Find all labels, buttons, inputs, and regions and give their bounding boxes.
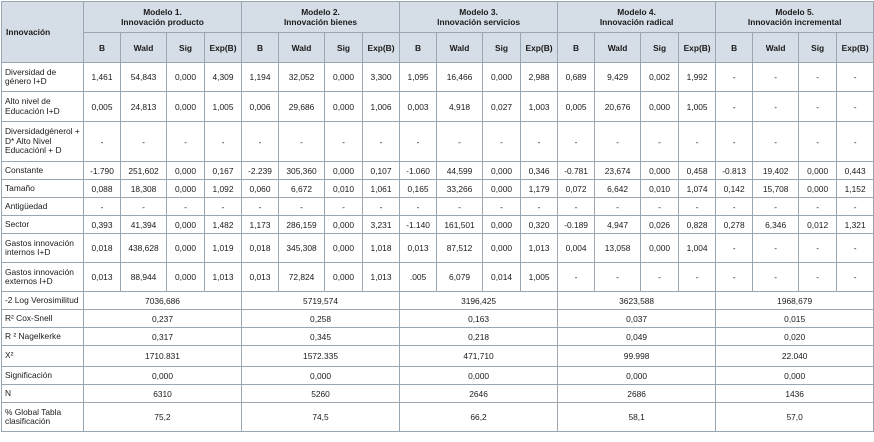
table-cell: 0,060 [242, 180, 279, 198]
table-cell: - [121, 122, 167, 162]
table-cell: - [363, 122, 400, 162]
subcolumn-header: Wald [121, 33, 167, 63]
summary-value: 0,163 [400, 310, 558, 328]
table-cell: 0,004 [558, 234, 595, 263]
summary-value: 0,000 [84, 367, 242, 385]
table-cell: - [84, 198, 121, 216]
table-cell: 0,002 [641, 63, 679, 92]
table-cell: 0,346 [521, 162, 558, 180]
table-cell: 0,006 [242, 92, 279, 122]
row-label: Alto nivel de Educación I+D [2, 92, 84, 122]
table-cell: 0,005 [84, 92, 121, 122]
table-cell: - [799, 122, 837, 162]
table-cell: 4,309 [205, 63, 242, 92]
summary-row [2, 292, 874, 310]
table-cell: 305,360 [279, 162, 325, 180]
table-cell: 0,013 [242, 263, 279, 292]
table-cell: 0,393 [84, 216, 121, 234]
summary-label: -2 Log Verosimilitud [2, 292, 84, 310]
summary-value: 0,000 [400, 367, 558, 385]
table-cell: 1,019 [205, 234, 242, 263]
summary-label: % Global Tabla clasificación [2, 403, 84, 432]
summary-label: N [2, 385, 84, 403]
table-cell: 4,947 [595, 216, 641, 234]
table-cell: - [716, 63, 753, 92]
table-cell: - [753, 263, 799, 292]
summary-row [2, 328, 874, 346]
model-2-header [242, 2, 400, 33]
table-cell: 0,000 [167, 234, 205, 263]
table-cell: 0,014 [483, 263, 521, 292]
table-cell: .005 [400, 263, 437, 292]
table-cell: 1,194 [242, 63, 279, 92]
table-cell: - [837, 122, 874, 162]
table-cell: - [753, 198, 799, 216]
table-cell: 18,308 [121, 180, 167, 198]
summary-value: 3196,425 [400, 292, 558, 310]
table-cell: 0,026 [641, 216, 679, 234]
table-cell: 9,429 [595, 63, 641, 92]
table-cell: 41,394 [121, 216, 167, 234]
table-cell: - [753, 92, 799, 122]
subcolumn-header: Wald [437, 33, 483, 63]
summary-value: 22.040 [716, 346, 874, 367]
summary-row [2, 346, 874, 367]
table-cell: -1.140 [400, 216, 437, 234]
model-title: Modelo 2. [301, 7, 340, 17]
model-1-header [84, 2, 242, 33]
table-cell: 4,918 [437, 92, 483, 122]
table-cell: 0,072 [558, 180, 595, 198]
row-label: Constante [2, 162, 84, 180]
summary-value: 0,015 [716, 310, 874, 328]
model-subtitle: Innovación producto [121, 17, 204, 27]
table-cell: - [167, 198, 205, 216]
row-label: Diversidad de género I+D [2, 63, 84, 92]
table-cell: 3,231 [363, 216, 400, 234]
table-cell: 1,013 [521, 234, 558, 263]
table-body [2, 63, 874, 432]
table-cell: - [837, 198, 874, 216]
table-row [2, 162, 874, 180]
summary-value: 6310 [84, 385, 242, 403]
table-cell: - [242, 198, 279, 216]
table-cell: 345,308 [279, 234, 325, 263]
summary-value: 75,2 [84, 403, 242, 432]
table-cell: - [167, 122, 205, 162]
subcolumn-header: Sig [325, 33, 363, 63]
summary-value: 2686 [558, 385, 716, 403]
table-cell: 6,079 [437, 263, 483, 292]
table-cell: 286,159 [279, 216, 325, 234]
table-cell: 54,843 [121, 63, 167, 92]
model-subtitle: Innovación incremental [747, 17, 842, 27]
summary-value: 0,317 [84, 328, 242, 346]
table-cell: 0,010 [641, 180, 679, 198]
table-cell: 0,689 [558, 63, 595, 92]
table-cell: 2,988 [521, 63, 558, 92]
table-cell: - [716, 92, 753, 122]
table-cell: - [799, 234, 837, 263]
table-cell: -1.060 [400, 162, 437, 180]
table-cell: 1,152 [837, 180, 874, 198]
table-row [2, 122, 874, 162]
table-cell: -2.239 [242, 162, 279, 180]
table-cell: - [641, 198, 679, 216]
table-cell: 0,320 [521, 216, 558, 234]
model-3-header [400, 2, 558, 33]
table-cell: - [716, 263, 753, 292]
summary-row [2, 310, 874, 328]
table-cell: - [205, 122, 242, 162]
summary-row [2, 403, 874, 432]
subcolumn-header: Wald [753, 33, 799, 63]
summary-value: 0,037 [558, 310, 716, 328]
subcolumn-header: B [84, 33, 121, 63]
table-cell: 6,346 [753, 216, 799, 234]
table-cell: 0,027 [483, 92, 521, 122]
summary-value: 0,258 [242, 310, 400, 328]
table-cell: - [558, 198, 595, 216]
table-cell: 13,058 [595, 234, 641, 263]
table-cell: 0,443 [837, 162, 874, 180]
table-cell: -0.189 [558, 216, 595, 234]
table-cell: 44,599 [437, 162, 483, 180]
subcolumn-header: Sig [799, 33, 837, 63]
summary-value: 5260 [242, 385, 400, 403]
table-cell: - [753, 63, 799, 92]
model-title: Modelo 3. [459, 7, 498, 17]
table-cell: - [716, 198, 753, 216]
summary-value: 1572.335 [242, 346, 400, 367]
table-cell: - [558, 263, 595, 292]
table-cell: 438,628 [121, 234, 167, 263]
table-cell: 0,828 [679, 216, 716, 234]
table-cell: 72,824 [279, 263, 325, 292]
table-cell: 1,013 [363, 263, 400, 292]
table-cell: 1,061 [363, 180, 400, 198]
table-cell: 0,000 [167, 63, 205, 92]
table-cell: 0,012 [799, 216, 837, 234]
summary-value: 0,000 [716, 367, 874, 385]
summary-value: 57,0 [716, 403, 874, 432]
table-cell: - [325, 198, 363, 216]
table-row [2, 234, 874, 263]
table-cell: -1.790 [84, 162, 121, 180]
table-cell: - [595, 122, 641, 162]
table-cell: 1,173 [242, 216, 279, 234]
table-cell: 32,052 [279, 63, 325, 92]
table-cell: - [121, 198, 167, 216]
table-cell: - [679, 122, 716, 162]
table-cell: 0,000 [325, 234, 363, 263]
table-cell: 1,005 [205, 92, 242, 122]
table-cell: 0,000 [325, 162, 363, 180]
table-row [2, 92, 874, 122]
table-cell: 0,005 [558, 92, 595, 122]
summary-value: 0,237 [84, 310, 242, 328]
model-subtitle: Innovación servicios [437, 17, 520, 27]
table-cell: - [483, 122, 521, 162]
table-cell: 1,321 [837, 216, 874, 234]
table-cell: - [641, 263, 679, 292]
table-cell: 1,004 [679, 234, 716, 263]
table-row [2, 63, 874, 92]
table-cell: - [837, 234, 874, 263]
table-cell: 0,000 [167, 180, 205, 198]
model-5-header [716, 2, 874, 33]
table-cell: - [483, 198, 521, 216]
summary-value: 471,710 [400, 346, 558, 367]
table-cell: 0,000 [167, 92, 205, 122]
table-cell: - [753, 234, 799, 263]
table-cell: 1,461 [84, 63, 121, 92]
table-cell: - [799, 92, 837, 122]
subcolumn-header: Exp(B) [837, 33, 874, 63]
table-cell: - [521, 198, 558, 216]
table-cell: 0,000 [325, 92, 363, 122]
table-cell: -0.781 [558, 162, 595, 180]
summary-value: 1710.831 [84, 346, 242, 367]
summary-value: 0,000 [242, 367, 400, 385]
row-label: Gastos innovación externos I+D [2, 263, 84, 292]
table-cell: 0,000 [799, 180, 837, 198]
summary-value: 0,020 [716, 328, 874, 346]
table-cell: - [437, 122, 483, 162]
table-cell: 15,708 [753, 180, 799, 198]
table-cell: - [279, 198, 325, 216]
table-cell: 0,000 [483, 234, 521, 263]
table-cell: - [799, 263, 837, 292]
summary-value: 0,000 [558, 367, 716, 385]
table-cell: 20,676 [595, 92, 641, 122]
summary-label: R² Cox-Snell [2, 310, 84, 328]
subcolumn-header: Exp(B) [521, 33, 558, 63]
table-cell: 0,458 [679, 162, 716, 180]
table-cell: 0,000 [483, 63, 521, 92]
table-cell: - [837, 63, 874, 92]
table-cell: - [753, 122, 799, 162]
table-cell: 1,092 [205, 180, 242, 198]
table-row [2, 198, 874, 216]
summary-label: X² [2, 346, 84, 367]
summary-label: R ² Nagelkerke [2, 328, 84, 346]
table-cell: - [400, 198, 437, 216]
table-cell: 0,000 [483, 216, 521, 234]
table-cell: 0,013 [84, 263, 121, 292]
table-cell: - [716, 234, 753, 263]
subcolumn-header: Sig [167, 33, 205, 63]
table-cell: 0,165 [400, 180, 437, 198]
table-row [2, 263, 874, 292]
subcolumn-header: Exp(B) [205, 33, 242, 63]
table-cell: 0,000 [641, 234, 679, 263]
table-cell: 0,000 [167, 216, 205, 234]
table-cell: 16,466 [437, 63, 483, 92]
table-cell: 0,000 [641, 92, 679, 122]
table-cell: 6,642 [595, 180, 641, 198]
subcolumn-header: B [400, 33, 437, 63]
table-cell: - [558, 122, 595, 162]
table-cell: 1,013 [205, 263, 242, 292]
table-cell: - [279, 122, 325, 162]
table-cell: 24,813 [121, 92, 167, 122]
summary-value: 99.998 [558, 346, 716, 367]
table-cell: 0,142 [716, 180, 753, 198]
subcolumn-header: Sig [483, 33, 521, 63]
table-cell: - [595, 198, 641, 216]
table-cell: 0,000 [641, 162, 679, 180]
model-title: Modelo 4. [617, 7, 656, 17]
table-cell: 1,006 [363, 92, 400, 122]
table-cell: 1,482 [205, 216, 242, 234]
table-cell: 1,018 [363, 234, 400, 263]
table-cell: 6,672 [279, 180, 325, 198]
table-cell: 1,095 [400, 63, 437, 92]
summary-value: 0,049 [558, 328, 716, 346]
table-cell: 1,074 [679, 180, 716, 198]
table-row [2, 180, 874, 198]
table-cell: 1,003 [521, 92, 558, 122]
summary-value: 2646 [400, 385, 558, 403]
model-4-header [558, 2, 716, 33]
table-cell: 0,010 [325, 180, 363, 198]
table-cell: 0,000 [167, 162, 205, 180]
table-cell: 0,278 [716, 216, 753, 234]
summary-value: 5719,574 [242, 292, 400, 310]
innovation-header: Innovación [2, 2, 84, 63]
table-cell: 0,107 [363, 162, 400, 180]
subcolumn-header: B [716, 33, 753, 63]
table-cell: 3,300 [363, 63, 400, 92]
table-cell: 0,013 [400, 234, 437, 263]
table-cell: - [84, 122, 121, 162]
table-cell: 0,003 [400, 92, 437, 122]
table-cell: - [437, 198, 483, 216]
summary-row [2, 367, 874, 385]
table-cell: 0,167 [205, 162, 242, 180]
model-title: Modelo 1. [143, 7, 182, 17]
summary-value: 0,218 [400, 328, 558, 346]
table-cell: 0,000 [325, 263, 363, 292]
table-cell: - [837, 92, 874, 122]
table-cell: - [679, 263, 716, 292]
model-subtitle: Innovación bienes [283, 17, 358, 27]
table-cell: 19,402 [753, 162, 799, 180]
row-label: Antigüedad [2, 198, 84, 216]
table-cell: 0,000 [799, 162, 837, 180]
summary-value: 74,5 [242, 403, 400, 432]
table-cell: - [595, 263, 641, 292]
subcolumn-header: Sig [641, 33, 679, 63]
table-cell: 0,000 [325, 216, 363, 234]
logistic-regression-table [1, 1, 874, 432]
table-cell: - [679, 198, 716, 216]
subcolumn-header-row [2, 33, 874, 63]
summary-value: 58,1 [558, 403, 716, 432]
model-subtitle: Innovación radical [599, 17, 674, 27]
table-cell: - [400, 122, 437, 162]
subcolumn-header: Wald [279, 33, 325, 63]
summary-label: Significación [2, 367, 84, 385]
subcolumn-header: Wald [595, 33, 641, 63]
table-cell: 1,005 [521, 263, 558, 292]
summary-value: 1436 [716, 385, 874, 403]
table-cell: - [799, 198, 837, 216]
summary-value: 0,345 [242, 328, 400, 346]
table-cell: 1,005 [679, 92, 716, 122]
table-cell: - [641, 122, 679, 162]
summary-row [2, 385, 874, 403]
row-label: Sector [2, 216, 84, 234]
table-cell: - [521, 122, 558, 162]
table-cell: 251,602 [121, 162, 167, 180]
table-cell: 0,018 [84, 234, 121, 263]
row-label: Gastos innovación internos I+D [2, 234, 84, 263]
table-cell: 161,501 [437, 216, 483, 234]
table-cell: - [837, 263, 874, 292]
table-cell: - [716, 122, 753, 162]
summary-value: 3623,588 [558, 292, 716, 310]
table-cell: 88,944 [121, 263, 167, 292]
table-cell: 0,018 [242, 234, 279, 263]
subcolumn-header: B [242, 33, 279, 63]
table-cell: - [242, 122, 279, 162]
model-title: Modelo 5. [775, 7, 814, 17]
row-label: Tamaño [2, 180, 84, 198]
table-cell: - [363, 198, 400, 216]
summary-value: 7036,686 [84, 292, 242, 310]
row-label: Diversidadgénerol + D* Alto Nivel Educaciónl + D [2, 122, 84, 162]
subcolumn-header: Exp(B) [679, 33, 716, 63]
table-cell: - [799, 63, 837, 92]
table-cell: 1,992 [679, 63, 716, 92]
table-cell: 1,179 [521, 180, 558, 198]
table-cell: 23,674 [595, 162, 641, 180]
table-cell: 0,000 [483, 180, 521, 198]
summary-value: 66,2 [400, 403, 558, 432]
table-cell: 0,000 [483, 162, 521, 180]
subcolumn-header: B [558, 33, 595, 63]
table-row [2, 216, 874, 234]
table-cell: - [325, 122, 363, 162]
table-cell: 0,000 [325, 63, 363, 92]
table-cell: - [205, 198, 242, 216]
summary-value: 1968,679 [716, 292, 874, 310]
table-cell: -0.813 [716, 162, 753, 180]
table-cell: 29,686 [279, 92, 325, 122]
table-cell: 0,088 [84, 180, 121, 198]
subcolumn-header: Exp(B) [363, 33, 400, 63]
table-cell: 0,000 [167, 263, 205, 292]
table-cell: 87,512 [437, 234, 483, 263]
table-cell: 33,266 [437, 180, 483, 198]
